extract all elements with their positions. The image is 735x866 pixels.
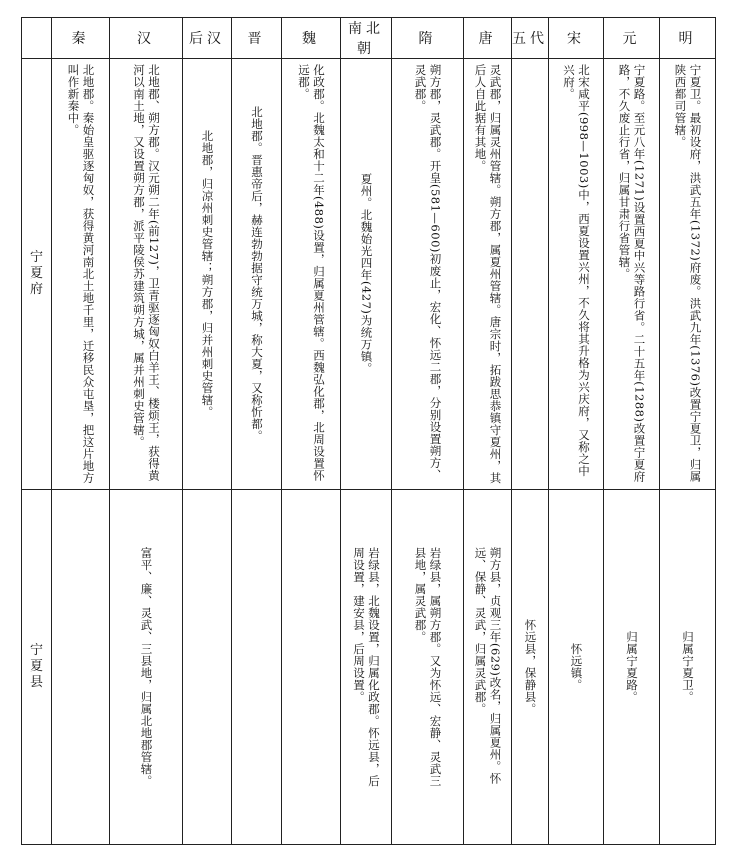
table-cell	[341, 59, 392, 490]
table-row	[22, 490, 716, 845]
table-cell	[183, 490, 232, 845]
cell-text: 归属宁夏路。	[625, 631, 639, 703]
history-table	[21, 17, 716, 845]
header-north-south: 南北朝	[341, 18, 392, 59]
table-cell	[464, 59, 512, 490]
table-row	[22, 59, 716, 490]
header-sui: 隋	[392, 18, 464, 59]
table-cell	[660, 490, 716, 845]
row-label-cell	[22, 59, 52, 490]
table-cell	[660, 59, 716, 490]
table-cell	[512, 59, 549, 490]
header-corner	[22, 18, 52, 59]
cell-text: 灵武郡，归属灵州管辖。朔方郡，属夏州管辖。唐宗时，拓跋思恭镇守夏州，其后人自此据有其地。	[473, 64, 503, 484]
header-row	[22, 18, 716, 59]
header-wei: 魏	[282, 18, 341, 59]
table-cell	[549, 490, 604, 845]
table-cell	[232, 490, 282, 845]
table-cell	[52, 59, 110, 490]
table-cell	[282, 59, 341, 490]
row-label: 宁夏府	[29, 250, 43, 297]
cell-text: 富平、廉、灵武、三县地，归属北地郡管辖。	[139, 547, 154, 787]
header-jin: 晋	[232, 18, 282, 59]
header-five-dynasties: 五代	[512, 18, 549, 59]
cell-text: 北地郡。晋惠帝后，赫连勃勃据守统万城，称大夏，又称忻都。	[250, 106, 264, 442]
row-label-cell	[22, 490, 52, 845]
header-yuan: 元	[604, 18, 660, 59]
table-cell	[341, 490, 392, 845]
cell-text: 化政郡。北魏太和十二年(488)设置，归属夏州管辖。西魏弘化郡，北周设置怀远郡。	[297, 64, 326, 482]
table-cell	[464, 490, 512, 845]
header-han: 汉	[110, 18, 183, 59]
header-tang: 唐	[464, 18, 512, 59]
cell-text: 北宋咸平(998—1003)中，西夏设置兴州，不久将其升格为兴庆府，又称之中兴府。	[562, 64, 591, 477]
cell-text: 宁夏卫。最初设府，洪武五年(1372)府废。洪武九年(1376)改置宁夏卫，归属陕西都司管辖。	[673, 64, 703, 483]
header-qin: 秦	[52, 18, 110, 59]
cell-text: 岩绿县，属朔方郡。又为怀远、宏静、灵武三县地，属灵武郡。	[413, 547, 443, 787]
table-cell	[512, 490, 549, 845]
cell-text: 归属宁夏卫。	[681, 631, 695, 703]
cell-text: 北地郡、朔方郡。汉元朔二年(前127)，卫青驱逐匈奴白羊王、楼烦王，获得黄河以南土地，又设置朔方郡，派平陵侯苏建筑朔方城，属并州刺史管辖。	[132, 64, 161, 482]
table-cell	[549, 59, 604, 490]
header-later-han: 后汉	[183, 18, 232, 59]
table-cell	[392, 59, 464, 490]
table-cell	[604, 490, 660, 845]
cell-text: 朔方郡，灵武郡。开皇(581—600)初废止，宏化、怀远二郡，分别设置朔方、灵武郡。	[413, 64, 443, 481]
table-cell	[52, 490, 110, 845]
table-cell	[110, 490, 183, 845]
cell-text: 朔方县，贞观三年(629)改名，归属夏州。怀远、保静、灵武，归属灵武郡。	[473, 547, 503, 785]
cell-text: 怀远镇。	[569, 643, 584, 691]
table-cell	[604, 59, 660, 490]
cell-text: 北地郡。秦始皇驱逐匈奴，获得黄河南北土地千里，迁移民众屯垦，把这片地方叫作新秦中。	[66, 64, 96, 484]
table-cell	[110, 59, 183, 490]
cell-text: 北地郡，归凉州刺史管辖；朔方郡，归并州刺史管辖。	[200, 130, 215, 418]
table-cell	[232, 59, 282, 490]
cell-text: 夏州。北魏始光四年(427)为统万镇。	[359, 173, 374, 375]
header-song: 宋	[549, 18, 604, 59]
cell-text: 岩绿县，北魏设置，归属化政郡。怀远县，后周设置，建安县，后周设置。	[352, 547, 381, 787]
header-ming: 明	[660, 18, 716, 59]
table-cell	[183, 59, 232, 490]
cell-text: 怀远县，保静县。	[523, 619, 538, 715]
cell-text: 宁夏路。至元八年(1271)设置西夏中兴等路行省。二十五年(1288)改置宁夏府路，不久废止行省，归属甘肃行省管辖。	[617, 64, 647, 483]
row-label: 宁夏县	[29, 643, 43, 690]
table-cell	[392, 490, 464, 845]
table-cell	[282, 490, 341, 845]
